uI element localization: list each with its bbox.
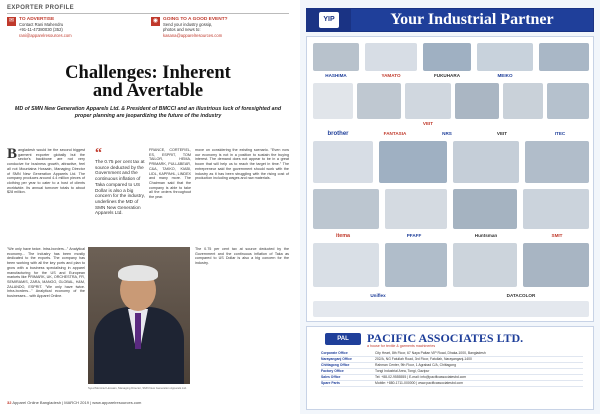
brand-label: Uniflex xyxy=(370,293,386,298)
brand-label: FANTASIA xyxy=(383,131,407,136)
brand-label: itema xyxy=(335,233,351,239)
machine-image xyxy=(313,141,373,183)
brand-label: MEIKO xyxy=(497,73,513,78)
dropcap: B xyxy=(7,146,18,162)
brand-label: DATACOLOR xyxy=(506,293,536,298)
machine-image xyxy=(385,189,447,229)
machine-image xyxy=(453,243,517,287)
column-1-text: angladesh would be the second biggest garment exporter globally but the sector's backbone are not very conducive for business growth, attractive, feel all not Mountaina Hossain, Managing Director of SMN New Generation Apparels Ltd. The company produces around 4.4 million pieces of clothing per year to cater to a host of clients worldwide. Its annual turnover totals to about $28 million. xyxy=(7,148,85,195)
column-3: move on considering the existing scenario. "Even now our economy is not in a position to sustain the buying interest. The demand does not appear to be in a great boom that will help us to reach the target in time." The entrepreneur said the government should work with the industry as it has been struggling with the rising cost of production including wages and raw materials. xyxy=(195,148,289,181)
contact-value: Tongi Industrial Area, Tongi, Gazipur xyxy=(375,369,430,373)
photo-hair xyxy=(118,265,158,281)
machine-image xyxy=(525,141,589,183)
section-label: EXPORTER PROFILE xyxy=(7,5,289,14)
article-headline xyxy=(7,64,289,100)
advertise-icon: ✉ xyxy=(8,18,15,24)
contact-label: Sales Office xyxy=(321,375,341,379)
brand-label: SMIT xyxy=(551,233,563,238)
machine-image xyxy=(379,141,447,183)
pacific-name: PACIFIC ASSOCIATES LTD. xyxy=(367,331,524,345)
column-1 xyxy=(7,148,85,195)
machine-image xyxy=(523,243,589,287)
column-2: FRANCE, CORTEFIEL, ES, ESPRIT, TOM TAILOR, HEMA, PRIMARK, PULL&BEAR, C&A, TAKKO, KIABI, LIDL, KAPPAHL, LINDEX and many more. The Chairman said that the company is able to take all the orders throughout the year. xyxy=(149,148,191,200)
advertisement-page xyxy=(300,0,600,414)
contact-label: Factory Office xyxy=(321,369,344,373)
advertise-line2: +91-11-47380030 (352) xyxy=(19,27,63,33)
column-3-continued: The 0.75 per cent tax at source deducted by the Government and the continuous inflation of Taka as compared to US Dollar is also a big concern for the industry. xyxy=(195,247,289,266)
advertise-title: TO ADVERTISE xyxy=(19,17,55,22)
pacific-associates-box xyxy=(306,326,594,410)
machine-image xyxy=(523,189,589,229)
machine-image xyxy=(365,43,417,71)
pacific-logo: PAL xyxy=(325,333,361,345)
brand-label: brother xyxy=(327,131,349,137)
machine-image xyxy=(385,243,447,287)
brand-label: NRS xyxy=(442,131,452,136)
contact-value: Mobile: +880-1711-000000 | www.pacificassociatesbd.com xyxy=(375,381,463,385)
machine-grid xyxy=(306,36,594,322)
brand-label: PFAFF xyxy=(406,233,422,238)
machine-image xyxy=(313,83,353,119)
page-footer xyxy=(7,400,141,405)
brand-label: Huntsman xyxy=(474,233,498,238)
machine-image xyxy=(313,301,589,317)
event-line2: photos and news to: xyxy=(163,27,201,33)
page-number: 32 xyxy=(7,400,12,405)
ad-header xyxy=(306,8,594,32)
photo-tie xyxy=(135,313,141,349)
contact-label: Chittagong Office xyxy=(321,363,350,367)
machine-image xyxy=(503,83,543,119)
machine-image xyxy=(313,43,359,71)
pull-quote xyxy=(95,148,145,216)
brand-label: VEIT xyxy=(496,131,508,136)
headline-line1: Challenges: Inherent xyxy=(65,62,231,83)
article-deck: MD of SMN New Generation Apparels Ltd. & President of BMCCI and an illustrious luck of foresighted and proper planning are jeopardizing the future of the industry xyxy=(14,105,282,119)
promo-row xyxy=(7,17,289,38)
footer-text: Apparel Online Bangladesh | MARCH 2019 | www.apparelresources.com xyxy=(12,400,142,405)
machine-image xyxy=(357,83,401,119)
machine-image xyxy=(547,83,589,119)
machine-image xyxy=(539,43,589,71)
brand-label: HASHIMA xyxy=(325,73,347,78)
event-email[interactable]: kasana@apparelresources.com xyxy=(163,32,223,38)
pull-quote-text: The 0.75 per cent tax at source deducted by the Government and the continuous inflation of Taka compared to US Dollar is also a big concern for the industry, underlines the MD of SMN New Generation Apparels Ltd. xyxy=(95,159,145,216)
quote-mark-icon: “ xyxy=(95,146,102,161)
pacific-contacts xyxy=(321,351,583,387)
contact-value: Rahman Center, 9th Floor, 1 Agrabad C/A, Chittagong xyxy=(375,363,457,367)
machine-image xyxy=(313,243,379,287)
pacific-tagline: a house for textile & garments machineries xyxy=(367,344,436,348)
machine-image xyxy=(423,43,471,71)
machine-image xyxy=(453,141,519,183)
contact-label: Spare Parts xyxy=(321,381,340,385)
column-1c-text: "We only have twice. Intra-borders..." Analytical economy of the businesses... with Apparel Online. xyxy=(7,284,85,299)
machine-image xyxy=(455,83,499,119)
column-1-continued xyxy=(7,247,85,299)
ad-title: Your Industrial Partner xyxy=(390,11,554,28)
article-header xyxy=(7,5,289,119)
contact-value: Tel: +88-02-9555555 | E-mail: info@pacificassociatesbd.com xyxy=(375,375,467,379)
article-page xyxy=(0,0,296,414)
headline-line2: and Avertable xyxy=(92,80,204,101)
brand-label: VEIT xyxy=(422,121,434,126)
contact-label: Corporate Office xyxy=(321,351,348,355)
machine-image xyxy=(405,83,451,119)
contact-value: 202/A, NG Fatullah Road, 3rd Floor, Fatullah, Narayanganj-1400 xyxy=(375,357,472,361)
ad-logo: YIP xyxy=(319,12,339,28)
photo-caption: Syed Mominul Hossain, Managing Director, SMN New Generation Apparels Ltd. xyxy=(88,386,187,390)
brand-label: ITEC xyxy=(554,131,566,136)
brand-label: FUKUHARA xyxy=(433,73,461,78)
event-text xyxy=(163,17,228,38)
portrait-photo xyxy=(88,247,190,384)
advertise-box xyxy=(7,17,145,38)
advertise-email[interactable]: rani@apparelresources.com xyxy=(19,32,72,38)
camera-icon: ◉ xyxy=(152,18,159,24)
column-1b-text: "We only have twice. Intra-borders..." Analytical economy... The industry has been mostly dedicated to the exports. The company has been working with all the key ports and plan to grow with a business specialising in apparel manufacturing for the US and European markets like PRIMARK, UK, ORCHESTRA, FR, SEMIRAMIS, ZARA, MANGO, GLOBAL, H&M, ZALANDO, ESPRIT. xyxy=(7,247,85,289)
event-box xyxy=(151,17,289,38)
brand-label: YAMATO xyxy=(381,73,401,78)
machine-image xyxy=(313,189,379,229)
article-columns xyxy=(7,148,289,246)
contact-label: Narayanganj Office xyxy=(321,357,352,361)
contact-row xyxy=(321,381,583,387)
advertise-line1: Contact Rani Mahendru xyxy=(19,22,64,28)
machine-image xyxy=(477,43,533,71)
event-line1: Send your industry gossip, xyxy=(163,22,213,28)
contact-value: City Heart, 8th Floor, 67 Naya Paltan VIP Road, Dhaka-1000, Bangladesh xyxy=(375,351,486,355)
event-title: GOING TO A GOOD EVENT? xyxy=(163,17,228,22)
machine-image xyxy=(453,189,517,229)
ad-logo-box xyxy=(307,8,351,32)
advertise-text xyxy=(19,17,72,38)
